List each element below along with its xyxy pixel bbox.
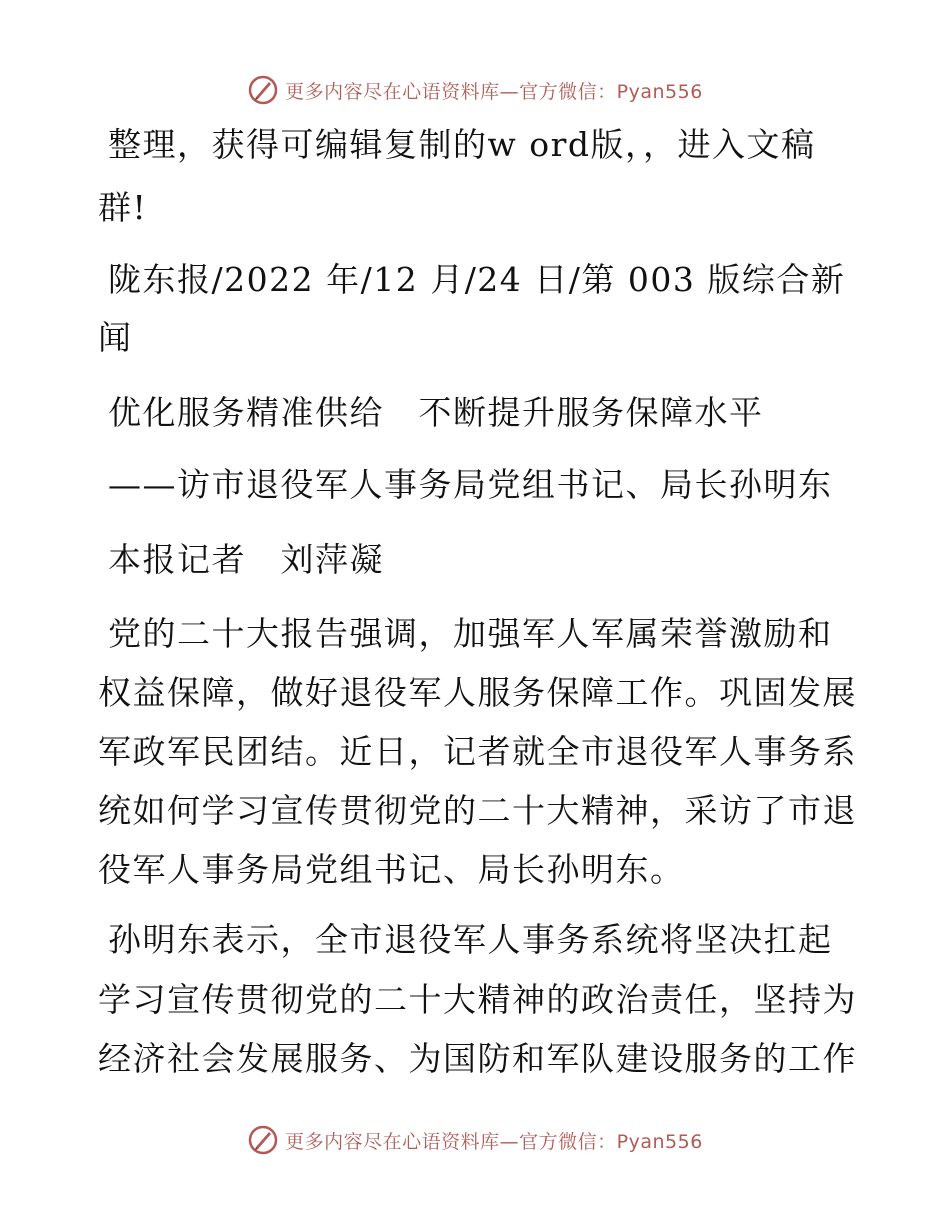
text-line: 本报记者 刘萍凝	[108, 540, 384, 579]
watermark-text: 更多内容尽在心语资料库—官方微信：Pyan556	[285, 1130, 703, 1153]
text-line: 孙明东表示，全市退役军人事务系统将坚决扛起	[108, 920, 833, 959]
quill-pen-circle-icon	[247, 74, 279, 106]
quill-pen-circle-icon	[247, 1124, 279, 1156]
text-line: 群!	[98, 188, 148, 227]
text-line: 学习宣传贯彻党的二十大精神的政治责任，坚持为	[98, 980, 857, 1019]
watermark-text: 更多内容尽在心语资料库—官方微信：Pyan556	[285, 80, 703, 103]
text-line: 统如何学习宣传贯彻党的二十大精神，采访了市退	[98, 791, 857, 830]
text-line: 闻	[98, 318, 133, 357]
header-watermark	[0, 70, 950, 110]
text-line: 整理，获得可编辑复制的w ord版，，进入文稿	[108, 125, 816, 164]
text-line: ——访市退役军人事务局党组书记、局长孙明东	[108, 465, 833, 504]
text-line: 军政军民团结。近日，记者就全市退役军人事务系	[98, 732, 857, 771]
text-line: 党的二十大报告强调，加强军人军属荣誉激励和	[108, 614, 833, 653]
footer-watermark	[0, 1120, 950, 1160]
text-line: 役军人事务局党组书记、局长孙明东。	[98, 850, 685, 889]
text-line: 经济社会发展服务、为国防和军队建设服务的工作	[98, 1039, 857, 1078]
text-line: 权益保障，做好退役军人服务保障工作。巩固发展	[98, 673, 857, 712]
text-line: 陇东报/2022 年/12 月/24 日/第 003 版综合新	[108, 260, 846, 299]
text-line: 优化服务精准供给 不断提升服务保障水平	[108, 393, 764, 432]
